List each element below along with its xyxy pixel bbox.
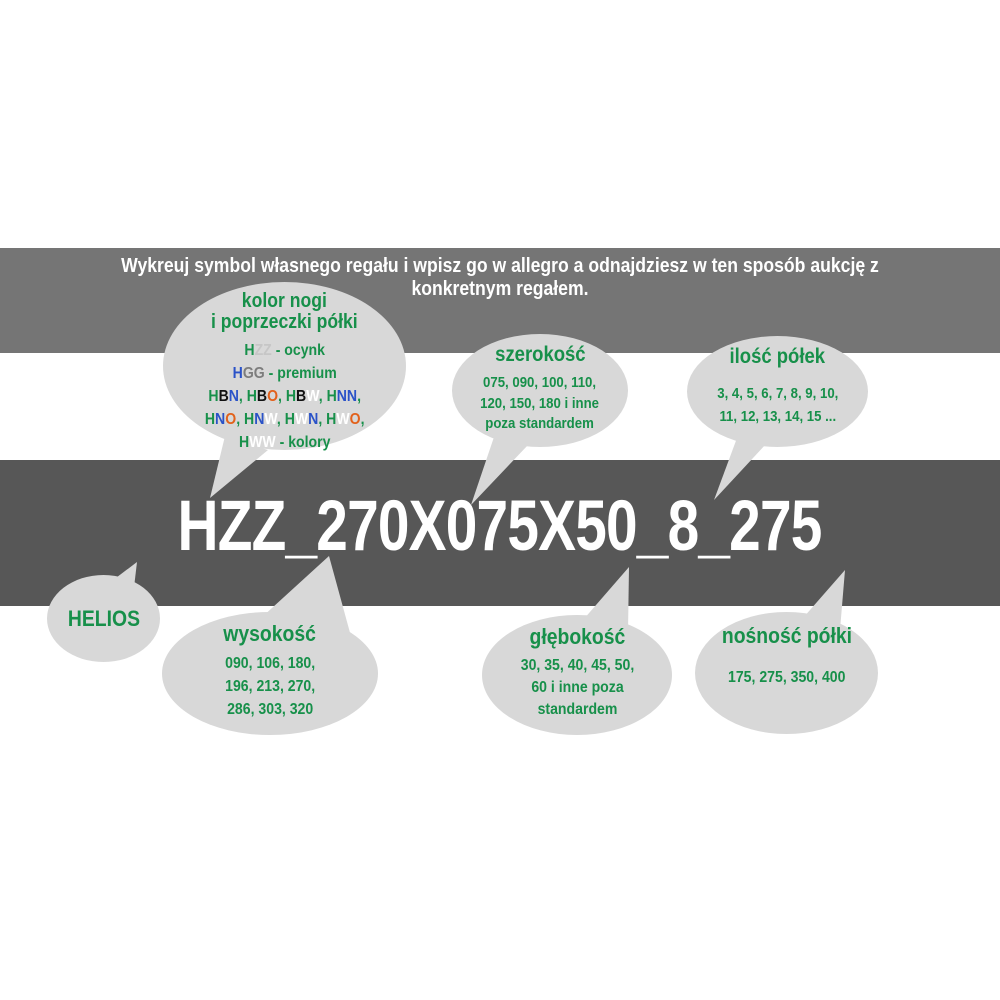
value-list [472,373,607,435]
speech-bubble-kolor-nogi [163,282,406,450]
bubble-title: nośność półki [721,623,852,648]
color-code-line: HNO, HNW, HWN, HWO, [204,411,365,428]
value-line: 30, 35, 40, 45, 50, [520,657,634,674]
color-code-list [194,339,375,454]
value-line: standardem [537,701,617,718]
bubble-title: ilość półek [729,345,826,368]
value-line: 3, 4, 5, 6, 7, 8, 9, 10, [716,385,839,402]
color-code-line: HWW - kolory [238,434,331,451]
bubble-title: wysokość [223,621,317,646]
value-line: 60 i inne poza [530,679,624,696]
speech-bubble-glebokosc [482,615,672,735]
speech-bubble-szerokosc [452,334,628,447]
bubble-title-line2: i poprzeczki półki [211,311,358,333]
bubble-title: głębokość [529,624,625,649]
speech-bubble-ilosc-polek [687,336,868,447]
value-list [709,382,847,428]
value-list [720,666,853,689]
color-code-line: HGG - premium [232,365,337,382]
value-line: 286, 303, 320 [226,701,314,718]
speech-bubble-nosnosc-polki [695,612,878,734]
value-line: 196, 213, 270, [224,678,316,695]
brand-name: HELIOS [67,605,140,631]
bubble-title: kolor nogi [241,290,328,312]
value-line: 175, 275, 350, 400 [727,669,846,686]
value-line: 11, 12, 13, 14, 15 ... [719,408,836,425]
value-line: 120, 150, 180 i inne [480,394,600,412]
banner-line-1: Wykreuj symbol własnego regału i wpisz go w allegro a odnajdziesz w ten sposób aukcję z [121,255,879,277]
speech-bubble-helios [47,575,160,662]
value-list [513,655,642,721]
banner-line-2: konkretnym regałem. [411,278,589,300]
value-list [219,652,321,721]
bubble-title: szerokość [494,343,586,366]
value-line: 075, 090, 100, 110, [483,374,597,391]
product-code-row [0,487,1000,566]
value-line: poza standardem [485,415,595,432]
speech-bubble-wysokosc [162,612,378,735]
product-code: HZZ_270X075X50_8_275 [177,487,823,566]
color-code-line: HZZ - ocynk [244,342,325,359]
value-line: 090, 106, 180, [224,655,316,672]
color-code-line: HBN, HBO, HBW, HNN, [208,388,361,405]
